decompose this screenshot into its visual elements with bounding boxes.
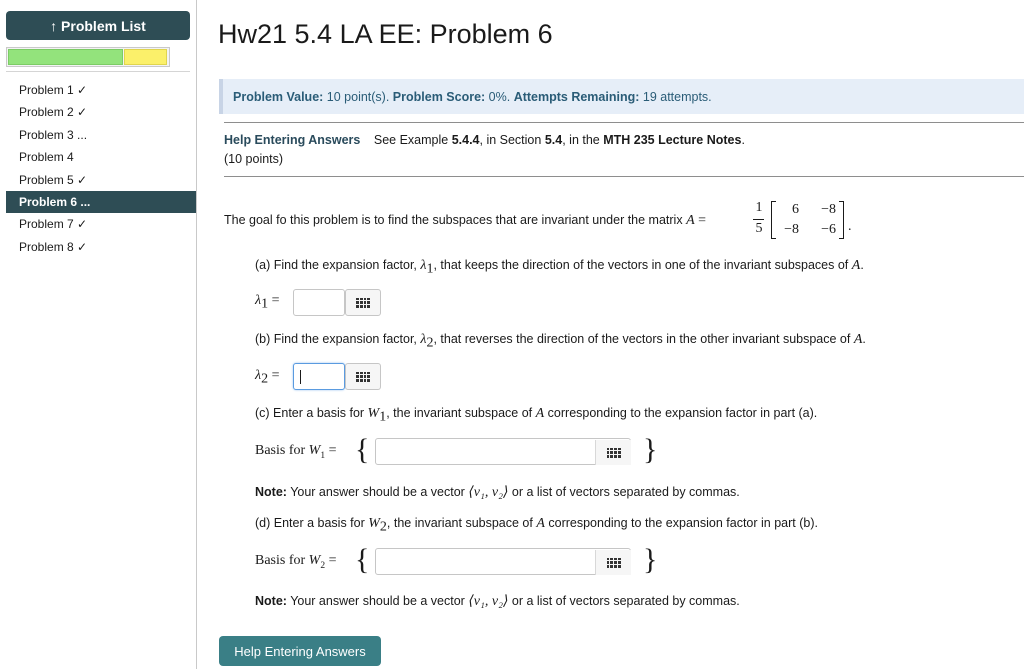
grid-icon (607, 558, 621, 568)
attempts-remaining: 19 attempts. (639, 89, 712, 104)
problem-nav-item-2[interactable]: Problem 2 ✓ (19, 105, 88, 120)
example-number: 5.4.4 (451, 133, 480, 147)
problem-score: 0%. (485, 89, 514, 104)
note-text: Your answer should be a vector (286, 485, 469, 499)
problem-value-label: Problem Value: (233, 89, 324, 104)
lambda2-input[interactable] (293, 363, 345, 390)
matrix-cell: −6 (821, 222, 836, 237)
matrix-variable: A (535, 406, 545, 421)
basis-label-text: Basis for (255, 443, 309, 458)
help-line (224, 133, 745, 147)
help-text: , in Section (479, 133, 545, 147)
text-caret (300, 370, 301, 384)
close-brace: } (643, 433, 658, 466)
lambda2-label (255, 368, 279, 388)
basis-label-text: Basis for (255, 553, 309, 568)
help-entering-answers-link[interactable]: Help Entering Answers (224, 133, 361, 147)
equation-editor-button[interactable] (345, 289, 381, 316)
fraction-numerator: 1 (755, 200, 763, 215)
matrix-cell: −8 (821, 202, 836, 217)
part-d-text: corresponding to the expansion factor in part (b). (544, 516, 818, 530)
vector-notation: ⟨v₁, v₂⟩ (468, 594, 509, 609)
subscript: 1 (261, 296, 269, 312)
matrix-right-bracket (839, 201, 844, 239)
grid-icon (356, 372, 370, 382)
matrix-variable: A (686, 213, 695, 228)
problem-nav-item-5[interactable]: Problem 5 ✓ (19, 172, 88, 187)
period: . (860, 258, 864, 272)
matrix-variable: A (853, 332, 863, 347)
w-symbol: W (308, 553, 321, 568)
part-c-question (255, 406, 817, 426)
equals-sign: = (271, 293, 280, 308)
intro-text: The goal fo this problem is to find the subspaces that are invariant under the matrix (224, 213, 687, 227)
w-symbol: W (368, 516, 380, 531)
progress-bar (6, 47, 170, 67)
open-brace: { (355, 433, 370, 466)
note-text: Your answer should be a vector (286, 594, 469, 608)
equation-editor-button[interactable] (595, 550, 631, 575)
note-label: Note: (255, 594, 287, 608)
help-text: . (741, 133, 745, 147)
lambda-symbol: λ (420, 332, 427, 347)
part-b-text: , that reverses the direction of the vectors in the other invariant subspace of (433, 332, 854, 346)
open-brace: { (355, 543, 370, 576)
basis-w2-label (255, 553, 337, 571)
part-d-text: , the invariant subspace of (386, 516, 537, 530)
divider (224, 122, 1024, 123)
part-a-text: , that keeps the direction of the vectors in one of the invariant subspaces of (433, 258, 852, 272)
help-text: , in the (562, 133, 604, 147)
equals-sign: = (271, 368, 280, 383)
progress-correct-segment (8, 49, 123, 65)
fraction-bar (753, 219, 764, 220)
part-a-question (255, 258, 864, 278)
progress-partial-segment (124, 49, 167, 65)
basis-w1-label (255, 443, 337, 461)
sidebar (0, 0, 197, 669)
problem-value: 10 point(s). (323, 89, 393, 104)
basis-w1-input[interactable] (375, 438, 631, 465)
lambda-symbol: λ (255, 368, 262, 383)
basis-w2-input[interactable] (375, 548, 631, 575)
problem-nav-item-4[interactable]: Problem 4 (19, 150, 74, 165)
equation-editor-button[interactable] (345, 363, 381, 390)
part-c-text: (c) Enter a basis for (255, 406, 368, 420)
w-symbol: W (308, 443, 321, 458)
divider (6, 71, 190, 72)
problem-info-bar (219, 79, 1024, 114)
close-brace: } (643, 543, 658, 576)
grid-icon (356, 298, 370, 308)
subscript: 1 (426, 261, 434, 277)
subscript: 2 (261, 371, 269, 387)
problem-list-button[interactable]: ↑ Problem List (6, 11, 190, 40)
note-label: Note: (255, 485, 287, 499)
vector-notation: ⟨v₁, v₂⟩ (468, 485, 509, 500)
problem-intro (224, 213, 706, 229)
part-d-text: (d) Enter a basis for (255, 516, 369, 530)
lambda-symbol: λ (420, 258, 427, 273)
help-text: See Example (373, 133, 452, 147)
matrix-variable: A (536, 516, 545, 531)
part-b-text: (b) Find the expansion factor, (255, 332, 421, 346)
fraction-denominator: 5 (755, 221, 763, 236)
lambda1-input[interactable] (293, 289, 345, 316)
lecture-notes-link[interactable]: MTH 235 Lecture Notes (603, 133, 742, 147)
problem-nav-item-3[interactable]: Problem 3 ... (19, 127, 88, 142)
subscript: 1 (320, 450, 326, 461)
equals-sign: = (328, 443, 337, 458)
attempts-label: Attempts Remaining: (513, 89, 640, 104)
matrix-period: . (848, 219, 852, 234)
equals-sign: = (328, 553, 337, 568)
note-w1 (255, 484, 740, 501)
problem-nav-item-7[interactable]: Problem 7 ✓ (19, 217, 88, 232)
subscript: 2 (426, 335, 434, 351)
part-b-question (255, 332, 866, 352)
lambda1-label (255, 293, 279, 313)
subscript: 1 (379, 409, 387, 425)
part-c-text: corresponding to the expansion factor in part (a). (544, 406, 818, 420)
subscript: 2 (379, 519, 387, 535)
period: . (862, 332, 866, 346)
matrix-cell: 6 (792, 202, 799, 217)
part-d-question (255, 516, 818, 536)
part-c-text: , the invariant subspace of (386, 406, 536, 420)
points-text: (10 points) (224, 152, 284, 166)
matrix-cell: −8 (784, 222, 799, 237)
note-text: or a list of vectors separated by commas. (508, 594, 740, 608)
subscript: 2 (320, 560, 326, 571)
divider (224, 176, 1024, 177)
section-number: 5.4 (544, 133, 563, 147)
problem-nav-item-6[interactable]: Problem 6 ... (6, 191, 196, 213)
equals-sign: = (698, 213, 707, 228)
note-text: or a list of vectors separated by commas. (508, 485, 740, 499)
problem-nav-item-8[interactable]: Problem 8 ✓ (19, 239, 88, 254)
lambda-symbol: λ (255, 293, 262, 308)
problem-nav-item-1[interactable]: Problem 1 ✓ (19, 83, 88, 97)
w-symbol: W (367, 406, 380, 421)
page-title: Hw21 5.4 LA EE: Problem 6 (218, 19, 553, 49)
part-a-text: (a) Find the expansion factor, (255, 258, 421, 272)
matrix-variable: A (851, 258, 861, 273)
grid-icon (607, 448, 621, 458)
equation-editor-button[interactable] (595, 440, 631, 465)
problem-score-label: Problem Score: (392, 89, 486, 104)
help-entering-answers-button[interactable]: Help Entering Answers (219, 636, 381, 666)
problem-nav-list (6, 79, 196, 258)
note-w2 (255, 593, 740, 610)
